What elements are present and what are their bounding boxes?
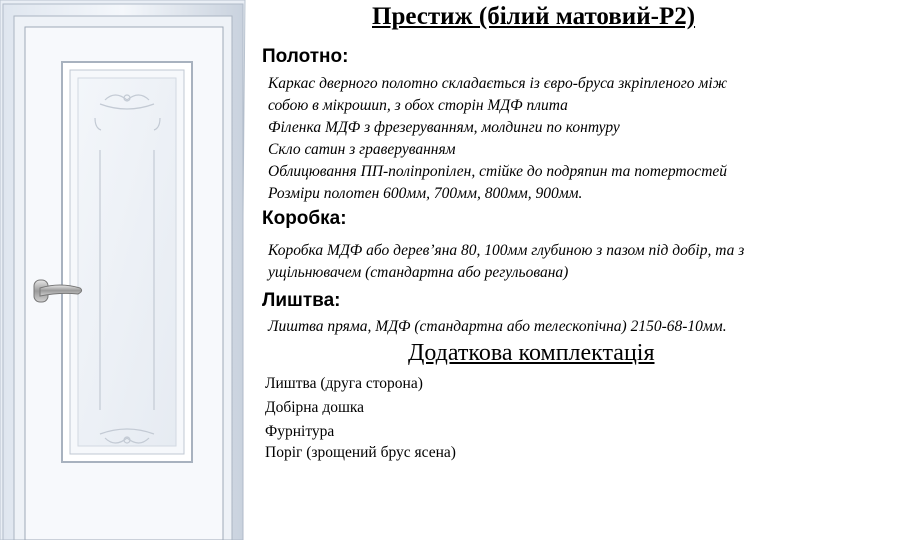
- korobka-line: Коробка МДФ або дерев’яна 80, 100мм глубиною з пазом під добір, та з: [268, 242, 745, 259]
- extra-item: Фурнітура: [265, 423, 335, 440]
- door-image: [0, 0, 250, 540]
- page-title: Престиж (білий матовий-Р2): [372, 3, 696, 30]
- polotno-line: Скло сатин з граверуванням: [268, 141, 456, 158]
- extra-title: Додаткова комплектація: [408, 340, 655, 366]
- section-heading-lyshtva: Лиштва:: [262, 290, 341, 311]
- polotno-line: Каркас дверного полотно складається із євро-бруса зкріпленого між: [268, 75, 728, 92]
- door-illustration: [0, 0, 250, 540]
- polotno-line: Філенка МДФ з фрезеруванням, молдинги по контуру: [268, 119, 620, 136]
- polotno-line: собою в мікрошип, з обох сторін МДФ плита: [268, 97, 568, 114]
- section-heading-korobka: Коробка:: [262, 208, 347, 229]
- extra-item: Лиштва (друга сторона): [265, 375, 423, 392]
- extra-item: Поріг (зрощений брус ясена): [265, 444, 456, 461]
- polotno-line: Облицювання ПП-поліпропілен, стійке до подряпин та потертостей: [268, 163, 728, 180]
- extra-item: Добірна дошка: [265, 399, 365, 416]
- section-heading-polotno: Полотно:: [262, 46, 349, 67]
- korobka-line: ущільнювачем (стандартна або регульована): [268, 264, 569, 281]
- polotno-line: Розміри полотен 600мм, 700мм, 800мм, 900мм.: [268, 185, 583, 202]
- lyshtva-line: Лиштва пряма, МДФ (стандартна або телескопічна) 2150-68-10мм.: [268, 318, 727, 335]
